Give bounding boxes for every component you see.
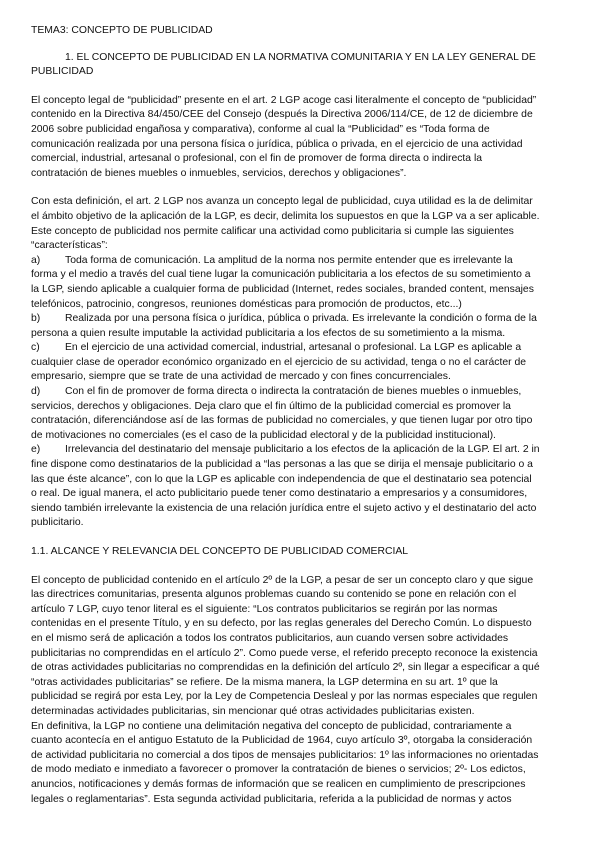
- list-item-line: o real. De igual manera, el acto publicitario puede tener como destinatario a empresarios y a consumidores,: [31, 488, 528, 500]
- paragraph-line: comercial, industrial, artesanal o profesional, con el fin de promover de forma directa o indirecta la: [31, 153, 483, 165]
- paragraph-line: las directrices comunitarias, presenta algunos problemas cuando su contenido se pone en relación con el: [31, 589, 517, 601]
- paragraph-line: “características”:: [31, 240, 108, 252]
- paragraph-line: contenido en la Directiva 84/450/CEE del Consejo (después la Directiva 2006/114/CE, de 12 de diciembre de: [31, 109, 533, 121]
- list-item-line: forma y el medio a través del cual tiene lugar la comunicación publicitaria a los efectos de su sometimiento a: [31, 269, 531, 281]
- paragraph-line: determinadas actividades publicitarias, sin mencionar qué otras actividades publicitarias existen.: [31, 705, 475, 717]
- list-item-line: publicitario.: [31, 517, 84, 529]
- section-1-1-heading: 1.1. ALCANCE Y RELEVANCIA DEL CONCEPTO DE PUBLICIDAD COMERCIAL: [31, 546, 409, 557]
- list-item-c: [31, 341, 571, 385]
- list-item-line: Con el fin de promover de forma directa o indirecta la contratación de bienes muebles o inmuebles,: [65, 386, 522, 398]
- paragraph-line: comunicación realizada por una persona física o jurídica, pública o privada, en el ejercicio de una actividad: [31, 138, 523, 150]
- list-item-b: [31, 312, 571, 341]
- paragraph-line: cuanto acontecía en el antiguo Estatuto de la Publicidad de 1964, cuyo artículo 3º, otorgaba la consideración: [31, 735, 533, 747]
- section-1-heading-line-2: PUBLICIDAD: [31, 66, 94, 78]
- list-item-e: [31, 443, 571, 531]
- list-item-line: Irrelevancia del destinatario del mensaje publicitario a los efectos de la aplicación de la LGP. El art. 2 in: [65, 444, 540, 456]
- list-item-d: [31, 385, 571, 443]
- paragraph-line: en el mismo será de aplicación a todos los contratos publicitarios, aun cuando versen sobre actividades: [31, 632, 509, 644]
- paragraph-line: Con esta definición, el art. 2 LGP nos avanza un concepto legal de publicidad, cuya utilidad es la de delimitar: [31, 196, 533, 208]
- paragraph-line: contratación de bienes muebles o inmuebles, servicios, derechos y obligaciones”.: [31, 167, 407, 179]
- paragraph-line: contenidas en el presente Título, y en su defecto, por las reglas generales del Derecho Común. Lo dispuesto: [31, 618, 532, 630]
- document-page: [31, 24, 571, 807]
- paragraph-line: el ámbito objetivo de la aplicación de la LGP, es decir, delimita los supuestos en que la LGP va a ser aplicable.: [31, 210, 540, 222]
- list-item-line: la LGP, siendo aplicable a cualquier forma de publicidad (Internet, redes sociales, branded content, mensajes: [31, 283, 534, 295]
- paragraph-scope: [31, 574, 571, 808]
- list-item-line: cualquier clase de operador económico organizado en el ejercicio de su actividad, tenga o no el carácter de: [31, 356, 527, 368]
- paragraph-line: anuncios, notificaciones y demás formas de información que se realicen en cumplimiento de prescripciones: [31, 778, 526, 790]
- paragraph-line: El concepto legal de “publicidad” presente en el art. 2 LGP acoge casi literalmente el concepto de “publicidad”: [31, 94, 537, 106]
- section-1-heading-line-1: 1. EL CONCEPTO DE PUBLICIDAD EN LA NORMATIVA COMUNITARIA Y EN LA LEY GENERAL DE: [65, 51, 536, 63]
- paragraph-line: de otras actividades publicitarias no comprendidas en la definición del artículo 2º, sin llegar a especificar a qué: [31, 662, 540, 674]
- paragraph-line: publicidad se regirá por esta Ley, por la Ley de Competencia Desleal y por las normas especiales que regulen: [31, 691, 538, 703]
- paragraph-line: legales o reglamentarias”. Esta segunda actividad publicitaria, referida a la publicidad de normas y actos: [31, 793, 512, 805]
- paragraph-characteristics-intro: [31, 195, 571, 253]
- paragraph-line: “otras actividades publicitarias” se refiere. De la misma manera, la LGP determina en su art. 1º que la: [31, 676, 498, 688]
- list-item-line: fine dispone como destinatarios de la publicidad a “las personas a las que se dirija el mensaje publicitario o a: [31, 459, 533, 471]
- list-item-label: a): [31, 254, 41, 266]
- list-item-line: Toda forma de comunicación. La amplitud de la norma nos permite entender que es irrelevante la: [65, 254, 513, 266]
- list-item-line: Realizada por una persona física o jurídica, pública o privada. Es irrelevante la condición o forma de la: [65, 313, 537, 325]
- paragraph-line: artículo 7 LGP, cuyo tenor literal es el siguiente: “Los contratos publicitarios se regirán por las normas: [31, 603, 498, 615]
- list-item-label: e): [31, 444, 41, 456]
- list-item-line: de motivaciones no comerciales (es el caso de la publicidad electoral y de la publicidad institucional).: [31, 429, 496, 441]
- list-item-line: telefónicos, patrocinio, congresos, reuniones domésticas para promoción de productos, etc...): [31, 298, 462, 310]
- list-item-label: b): [31, 313, 41, 325]
- list-item-line: persona a quien resulte imputable la actividad publicitaria a los efectos de su sometimiento a la misma.: [31, 327, 506, 339]
- list-item-line: las que éste alcance”, con lo que la LGP es aplicable con independencia de que el destinatario sea potencial: [31, 473, 532, 485]
- list-item-label: d): [31, 386, 41, 398]
- list-item-label: c): [31, 342, 40, 354]
- paragraph-line: 2006 sobre publicidad engañosa y comparativa), conforme al cual la “Publicidad” es “Toda forma de: [31, 123, 490, 135]
- paragraph-line: de modo mediato e inmediato a favorecer o promover la contratación de bienes o servicios; 2º- Los edictos,: [31, 764, 526, 776]
- paragraph-line: Este concepto de publicidad nos permite calificar una actividad como publicitaria si cumple las siguientes: [31, 225, 514, 237]
- list-item-line: contratación, diferenciándose así de las formas de publicidad no comerciales, y que tienen lugar por otro tipo: [31, 415, 533, 427]
- list-item-line: empresario, siempre que se trate de una actividad de mercado y con fines concurrenciales.: [31, 371, 451, 383]
- list-item-line: En el ejercicio de una actividad comercial, industrial, artesanal o profesional. La LGP es aplicable a: [65, 342, 522, 354]
- paragraph-line: publicitarias no comprendidas en el artículo 2”. Como puede verse, el referido precepto reconoce la existencia: [31, 647, 538, 659]
- paragraph-line: En definitiva, la LGP no contiene una delimitación negativa del concepto de publicidad, contrariamente a: [31, 720, 512, 732]
- list-item-line: servicios, derechos y obligaciones. Deja claro que el fin último de la publicidad comercial es promover la: [31, 400, 511, 412]
- list-item-line: siendo también irrelevante la existencia de una relación jurídica entre el sujeto activo y el destinatario del acto: [31, 502, 537, 514]
- document-title: TEMA3: CONCEPTO DE PUBLICIDAD: [31, 25, 213, 36]
- paragraph-line: de actividad publicitaria no comercial a dos tipos de mensajes publicitarios: 1º las informaciones no orientadas: [31, 749, 539, 761]
- section-1-heading: [31, 51, 571, 80]
- paragraph-definition: [31, 94, 571, 182]
- characteristics-list: [31, 254, 571, 531]
- paragraph-line: El concepto de publicidad contenido en el artículo 2º de la LGP, a pesar de ser un concepto claro y que sigue: [31, 574, 534, 586]
- list-item-a: [31, 254, 571, 312]
